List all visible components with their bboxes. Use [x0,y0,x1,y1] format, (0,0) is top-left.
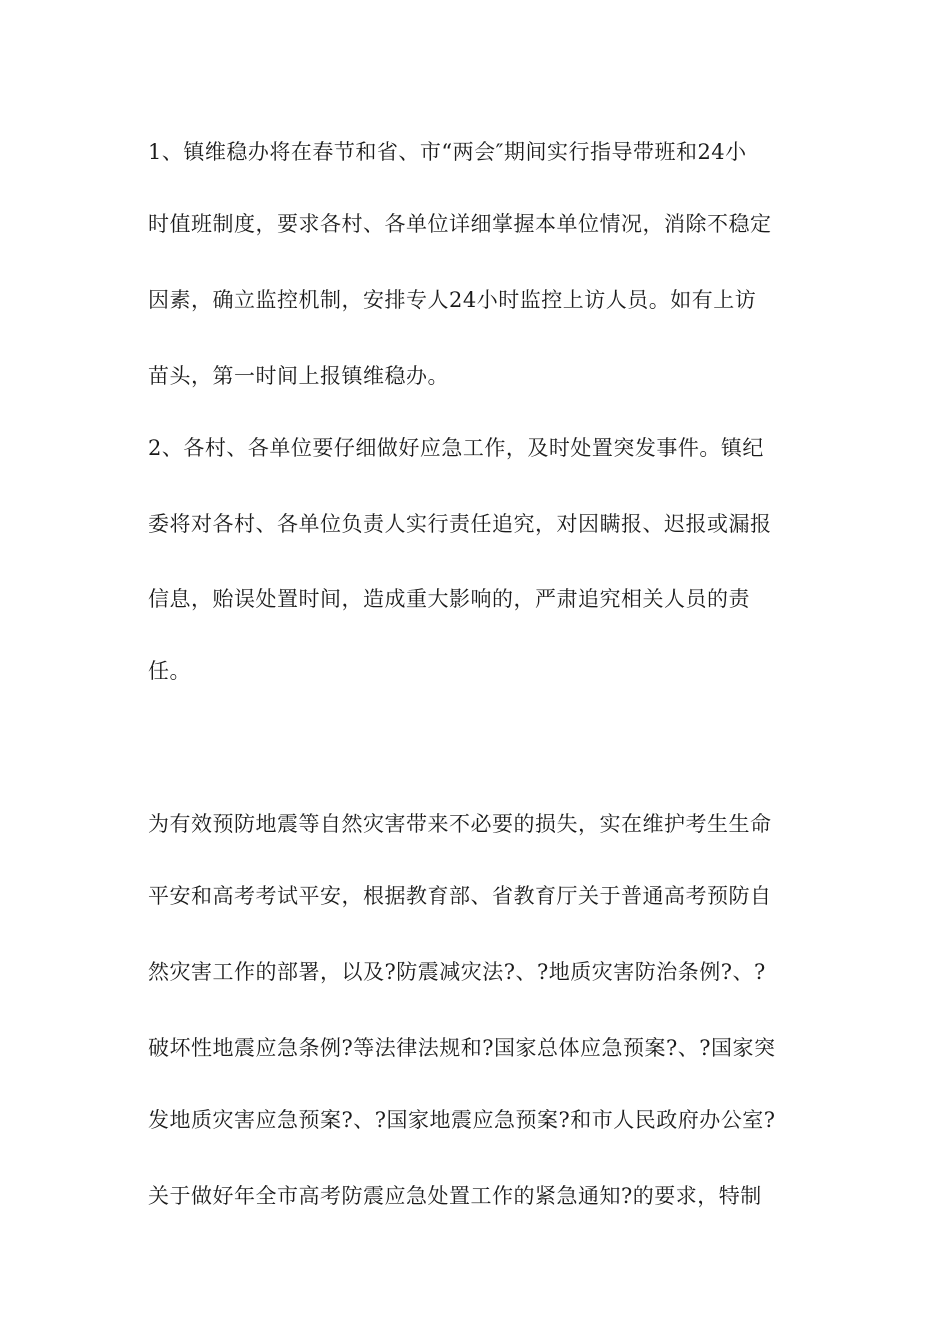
paragraph-2-line-1: 2、各村、各单位要仔细做好应急工作，及时处置突发事件。镇纪 [148,436,764,460]
paragraph-1-line-1: 1、镇维稳办将在春节和省、市“两会″期间实行指导带班和24小 [148,140,747,164]
paragraph-3-line-2: 平安和高考考试平安，根据教育部、省教育厅关于普通高考预防自 [148,884,772,908]
paragraph-3-line-6: 关于做好年全市高考防震应急处置工作的紧急通知?的要求，特制 [148,1184,762,1208]
paragraph-1-line-4: 苗头，第一时间上报镇维稳办。 [148,364,449,388]
paragraph-3-line-3: 然灾害工作的部署，以及?防震减灾法?、?地质灾害防治条例?、? [148,960,766,984]
paragraph-3-line-5: 发地质灾害应急预案?、?国家地震应急预案?和市人民政府办公室? [148,1108,776,1132]
paragraph-2-line-3: 信息，贻误处置时间，造成重大影响的，严肃追究相关人员的责 [148,587,750,611]
paragraph-2-line-2: 委将对各村、各单位负责人实行责任追究，对因瞒报、迟报或漏报 [148,512,772,536]
paragraph-3-line-4: 破坏性地震应急条例?等法律法规和?国家总体应急预案?、?国家突 [148,1036,776,1060]
paragraph-2-line-4: 任。 [148,659,191,683]
paragraph-3-line-1: 为有效预防地震等自然灾害带来不必要的损失，实在维护考生生命 [148,812,772,836]
paragraph-1-line-2: 时值班制度，要求各村、各单位详细掌握本单位情况，消除不稳定 [148,212,772,236]
paragraph-1-line-3: 因素，确立监控机制，安排专人24小时监控上访人员。如有上访 [148,288,757,312]
